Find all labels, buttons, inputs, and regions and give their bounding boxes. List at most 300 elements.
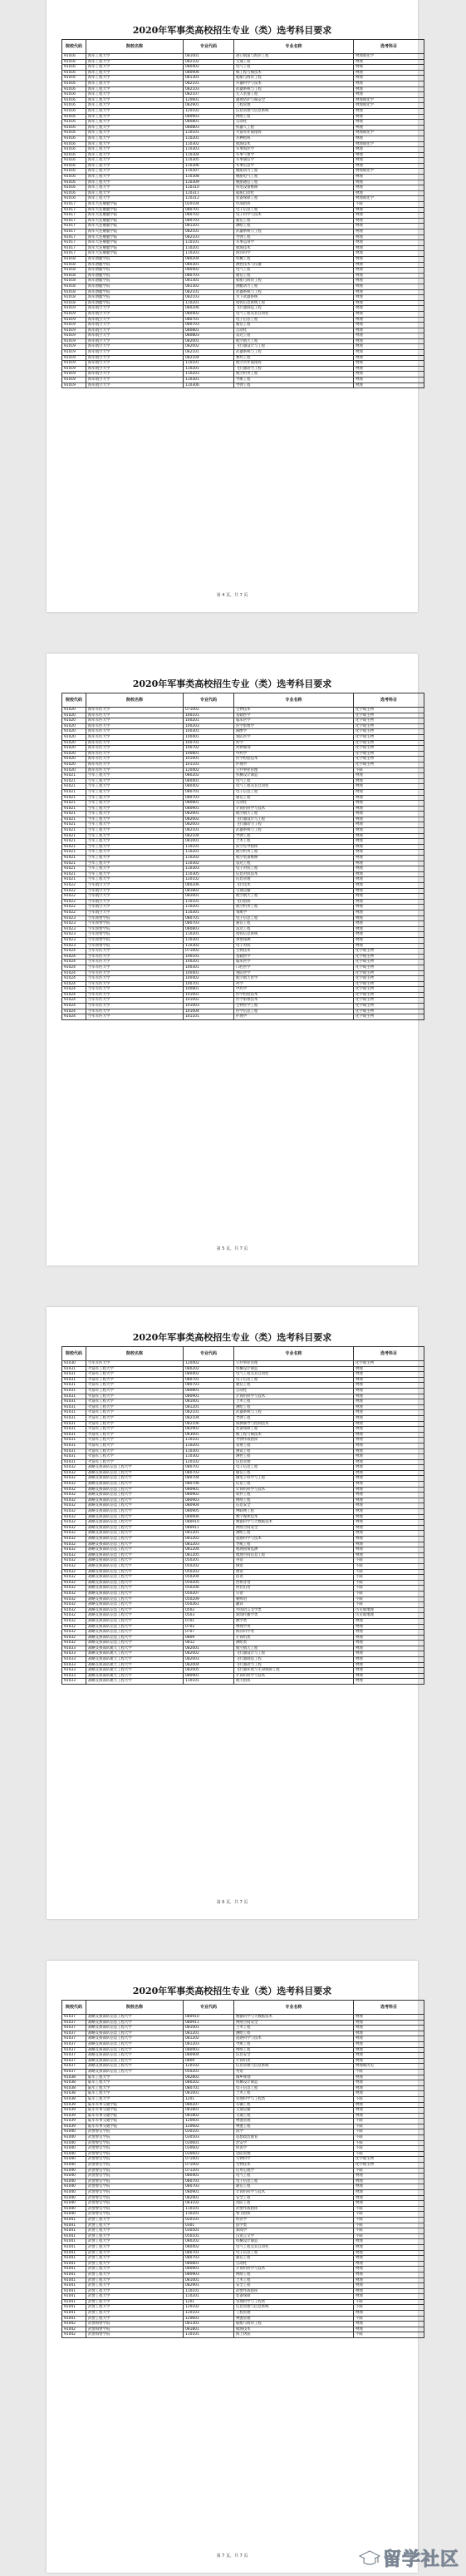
table-cell: 082001 bbox=[184, 1646, 234, 1651]
table-cell: 汉语言文学 bbox=[234, 2233, 354, 2239]
table-cell: 91021 bbox=[62, 828, 86, 834]
table-cell: 91016 bbox=[62, 70, 86, 76]
table-row bbox=[62, 817, 424, 822]
table-cell: 物理 bbox=[354, 273, 424, 279]
table-cell: 思想政治教育 bbox=[234, 2135, 354, 2141]
table-row bbox=[62, 1531, 424, 1537]
table-cell: 物理 bbox=[354, 152, 424, 158]
table-row bbox=[62, 1552, 424, 1558]
table-cell: 91033 bbox=[62, 1673, 86, 1679]
table-cell: 不限 bbox=[354, 2140, 424, 2146]
table-cell: 91041 bbox=[62, 2288, 86, 2294]
table-cell: 火箭军工程大学 bbox=[86, 1432, 184, 1438]
table-cell: 91039 bbox=[62, 2119, 86, 2124]
table-cell: 0701 bbox=[184, 1618, 234, 1624]
table-cell: 战略支援部队信息工程大学 bbox=[86, 1520, 184, 1526]
table-cell: 空军预警学院 bbox=[86, 932, 184, 938]
table-cell: 空军军医大学 bbox=[86, 1361, 184, 1367]
table-row bbox=[62, 2091, 424, 2097]
table-cell: 陆军军事交通学院 bbox=[86, 2108, 184, 2114]
table-cell: 91041 bbox=[62, 2239, 86, 2245]
table-cell: 日语 bbox=[234, 1591, 354, 1596]
table-cell: 110312 bbox=[184, 196, 234, 202]
table-cell: 公共事业管理 bbox=[234, 1361, 354, 1367]
table-header-row bbox=[62, 40, 424, 54]
table-cell: 物理 bbox=[354, 1618, 424, 1624]
table-cell: 91041 bbox=[62, 2316, 86, 2322]
table-cell: 电子科学与技术 bbox=[234, 213, 354, 219]
table-row bbox=[62, 1394, 424, 1399]
table-cell: 91040 bbox=[62, 2212, 86, 2218]
table-cell: 080902 bbox=[184, 1493, 234, 1498]
table-cell: 机电设备维修 bbox=[234, 185, 354, 191]
table-row bbox=[62, 2163, 424, 2169]
column-header: 院校代码 bbox=[62, 2001, 86, 2015]
table-cell: 战略支援部队信息工程大学 bbox=[86, 1558, 184, 1564]
table-cell: 空军军医大学 bbox=[86, 992, 184, 998]
table-cell: 082106 bbox=[184, 1421, 234, 1427]
table-cell: 物理 bbox=[354, 910, 424, 915]
table-row bbox=[62, 2256, 424, 2262]
page-footer: 第 4 页，共 7 页 bbox=[216, 593, 248, 598]
table-row bbox=[62, 163, 424, 169]
table-cell: 91031 bbox=[62, 1415, 86, 1421]
table-cell: 不限 bbox=[354, 1596, 424, 1602]
column-header: 选考科目 bbox=[354, 693, 424, 708]
table-row bbox=[62, 1470, 424, 1476]
table-cell: 电气工程及其自动化 bbox=[234, 1372, 354, 1378]
table-row bbox=[62, 812, 424, 817]
table-cell: 战略支援部队信息工程大学 bbox=[86, 1470, 184, 1476]
table-cell: 空军工程大学 bbox=[86, 789, 184, 795]
table-cell: 物理 bbox=[354, 207, 424, 213]
table-cell: 海军大连舰艇学院 bbox=[86, 218, 184, 224]
table-cell: 导航工程 bbox=[234, 1542, 354, 1547]
table-cell: 不限 bbox=[354, 2124, 424, 2129]
table-row bbox=[62, 2223, 424, 2228]
table-row bbox=[62, 2036, 424, 2042]
table-cell: 91032 bbox=[62, 1552, 86, 1558]
table-cell: 91032 bbox=[62, 1558, 86, 1564]
table-cell: 物理 bbox=[354, 899, 424, 905]
table-cell: 飞行器动力工程 bbox=[234, 366, 354, 372]
table-cell: 战略支援部队航天工程大学 bbox=[86, 1662, 184, 1668]
table-cell: 物理 bbox=[354, 806, 424, 812]
table-cell: 机械工程 bbox=[234, 256, 354, 262]
table-row bbox=[62, 960, 424, 965]
table-cell: 91031 bbox=[62, 1427, 86, 1433]
table-row bbox=[62, 2294, 424, 2300]
table-row bbox=[62, 1618, 424, 1624]
table-row bbox=[62, 1673, 424, 1679]
table-row bbox=[62, 850, 424, 856]
table-cell: 080901 bbox=[184, 1673, 234, 1679]
page-title: 2020年军事类高校招生专业（类）选考科目要求 bbox=[132, 1332, 332, 1343]
table-cell: 武警警官学院 bbox=[86, 2135, 184, 2141]
table-cell: 化学或生物 bbox=[354, 960, 424, 965]
table-cell: 91041 bbox=[62, 2299, 86, 2305]
table-cell: 110101 bbox=[184, 2332, 234, 2338]
table-cell: 物理 bbox=[354, 2020, 424, 2026]
table-cell: 物理 bbox=[354, 801, 424, 807]
table-row bbox=[62, 2119, 424, 2124]
table-cell: 082104 bbox=[184, 833, 234, 839]
table-cell: 91017 bbox=[62, 240, 86, 246]
table-cell: 91033 bbox=[62, 1651, 86, 1657]
table-cell: 空军预警学院 bbox=[86, 921, 184, 927]
table-cell: 空军工程大学 bbox=[86, 871, 184, 877]
table-cell: 装备保障 bbox=[234, 2294, 354, 2300]
table-cell: 080402 bbox=[184, 268, 234, 274]
table-cell: 网络空间安全 bbox=[234, 2020, 354, 2026]
table-row bbox=[62, 2212, 424, 2218]
table-cell: 生物技术 bbox=[234, 708, 354, 713]
table-cell: 物理 bbox=[354, 1547, 424, 1553]
table-cell: 物理 bbox=[354, 289, 424, 295]
table-cell: 物理 bbox=[354, 268, 424, 274]
table-cell: 化学或生物 bbox=[354, 708, 424, 713]
table-cell: 物理 bbox=[354, 295, 424, 301]
table-cell: 物理 bbox=[354, 2294, 424, 2300]
table-cell: 080202 bbox=[184, 2239, 234, 2245]
table-cell: 战略支援部队信息工程大学 bbox=[86, 1503, 184, 1509]
table-cell: 海军大连舰艇学院 bbox=[86, 224, 184, 229]
table-cell: 地理空间信息工程 bbox=[234, 1552, 354, 1558]
table-cell: 91040 bbox=[62, 2146, 86, 2152]
table-cell: 化学或生物 bbox=[354, 2163, 424, 2169]
table-cell: 不限 bbox=[354, 2212, 424, 2218]
table-cell: 100402 bbox=[184, 976, 234, 982]
table-cell: 交通工程 bbox=[234, 2113, 354, 2119]
table-cell: 空军军医大学 bbox=[86, 987, 184, 993]
table-cell: 物理 bbox=[354, 932, 424, 938]
table-row bbox=[62, 120, 424, 126]
table-row bbox=[62, 251, 424, 257]
table-cell: 91031 bbox=[62, 1404, 86, 1410]
table-cell: 电子信息工程 bbox=[234, 2250, 354, 2256]
table-cell: 100701 bbox=[184, 981, 234, 987]
table-cell: 军事气象学 bbox=[234, 152, 354, 158]
table-cell: 081205 bbox=[184, 1552, 234, 1558]
table-cell: 武警工程大学 bbox=[86, 2299, 184, 2305]
column-header: 专业代码 bbox=[184, 40, 234, 54]
table-cell: 不限 bbox=[354, 2168, 424, 2174]
table-cell: 物理 bbox=[354, 2283, 424, 2289]
table-row bbox=[62, 92, 424, 98]
table-cell: 082002 bbox=[184, 344, 234, 350]
table-cell: 91037 bbox=[62, 2015, 86, 2021]
table-cell: 战略支援部队信息工程大学 bbox=[86, 2026, 184, 2031]
table-cell: 机械设计制造 bbox=[234, 2080, 354, 2086]
table-cell: 91031 bbox=[62, 1459, 86, 1465]
table-cell: 082101 bbox=[184, 229, 234, 235]
table-row bbox=[62, 350, 424, 356]
table-row bbox=[62, 2228, 424, 2234]
table-cell: 91018 bbox=[62, 284, 86, 289]
table-cell: 战略支援部队信息工程大学 bbox=[86, 1542, 184, 1547]
table-cell: 071201 bbox=[184, 2168, 234, 2174]
table-cell: 电气工程及其自动化 bbox=[234, 784, 354, 790]
table-cell: 110302 bbox=[184, 1454, 234, 1460]
table-cell: 信息管理与信息系统 bbox=[234, 2064, 354, 2070]
table-cell: 91032 bbox=[62, 1482, 86, 1488]
column-header: 专业代码 bbox=[184, 2001, 234, 2015]
table-cell: 0503 bbox=[184, 1613, 234, 1619]
table-row bbox=[62, 190, 424, 196]
table-row bbox=[62, 1404, 424, 1410]
table-cell: 战略支援部队信息工程大学 bbox=[86, 1514, 184, 1520]
table-cell: 空军工程大学 bbox=[86, 877, 184, 883]
table-cell: 空军工程大学 bbox=[86, 773, 184, 779]
table-row bbox=[62, 1427, 424, 1433]
table-row bbox=[62, 718, 424, 724]
table-cell: 物理 bbox=[354, 158, 424, 164]
table-cell: 91017 bbox=[62, 202, 86, 208]
table-cell: 物理 bbox=[354, 822, 424, 828]
table-cell: 海军工程大学 bbox=[86, 175, 184, 180]
table-cell: 生物科学 bbox=[234, 2157, 354, 2163]
table-row bbox=[62, 2201, 424, 2207]
table-cell: 110305 bbox=[184, 871, 234, 877]
table-cell: 物理 bbox=[354, 2195, 424, 2201]
table-cell: 082002 bbox=[184, 817, 234, 822]
column-header: 院校代码 bbox=[62, 40, 86, 54]
table-row bbox=[62, 1498, 424, 1503]
table-cell: 110302 bbox=[184, 141, 234, 147]
table-cell: 物流管理 bbox=[234, 2119, 354, 2124]
table-cell: 91023 bbox=[62, 915, 86, 921]
table-cell: 武警工程大学 bbox=[86, 2316, 184, 2322]
table-cell: 080402 bbox=[184, 784, 234, 790]
table-cell: 历史或地理 bbox=[354, 1613, 424, 1619]
table-cell: 海军工程大学 bbox=[86, 54, 184, 60]
table-cell: 91016 bbox=[62, 185, 86, 191]
table-cell: 91037 bbox=[62, 2064, 86, 2070]
table-cell: 物理 bbox=[354, 378, 424, 383]
table-cell: 101004 bbox=[184, 1009, 234, 1014]
table-cell: 物理 bbox=[354, 2201, 424, 2207]
table-row bbox=[62, 2250, 424, 2256]
table-cell: 化学或生物 bbox=[354, 1014, 424, 1020]
table-cell: 082101 bbox=[184, 828, 234, 834]
table-cell: 91020 bbox=[62, 767, 86, 773]
table-cell: 物理 bbox=[354, 1470, 424, 1476]
table-cell: 海军工程大学 bbox=[86, 76, 184, 81]
table-cell: 物理 bbox=[354, 1493, 424, 1498]
table-cell: 兵器科学与技术 bbox=[234, 81, 354, 86]
table-cell: 物理 bbox=[354, 888, 424, 894]
table-cell: 物理 bbox=[354, 86, 424, 92]
table-row bbox=[62, 378, 424, 383]
table-cell: 91041 bbox=[62, 2256, 86, 2262]
table-cell: 91016 bbox=[62, 103, 86, 109]
table-cell: 不限 bbox=[354, 202, 424, 208]
table-row bbox=[62, 1575, 424, 1581]
table-cell: 91018 bbox=[62, 279, 86, 284]
table-cell: 战略支援部队信息工程大学 bbox=[86, 1476, 184, 1482]
table-cell: 91021 bbox=[62, 850, 86, 856]
table-cell: 91016 bbox=[62, 196, 86, 202]
table-cell: 物理 bbox=[354, 1459, 424, 1465]
table-row bbox=[62, 218, 424, 224]
table-cell: 物理 bbox=[354, 1465, 424, 1471]
table-row bbox=[62, 2299, 424, 2305]
table-cell: 91018 bbox=[62, 256, 86, 262]
table-cell: 物流管理 bbox=[234, 2316, 354, 2322]
table-row bbox=[62, 1509, 424, 1515]
table-row bbox=[62, 333, 424, 339]
table-row bbox=[62, 54, 424, 60]
table-cell: 海军工程大学 bbox=[86, 86, 184, 92]
table-cell: 航空兵作战指挥 bbox=[234, 361, 354, 367]
table-cell: 91019 bbox=[62, 378, 86, 383]
table-cell: 91039 bbox=[62, 2108, 86, 2114]
table-cell: 91032 bbox=[62, 1509, 86, 1515]
table-cell: 不限 bbox=[354, 1586, 424, 1591]
table-cell: 装备保障工程 bbox=[234, 1427, 354, 1433]
table-cell: 网络空间安全 bbox=[234, 1525, 354, 1531]
table-cell: 城乡规划 bbox=[234, 2075, 354, 2080]
table-row bbox=[62, 2239, 424, 2245]
table-cell: 91037 bbox=[62, 2041, 86, 2047]
table-cell: 物理或历史 bbox=[354, 2064, 424, 2070]
table-cell: 电气工程及其自动化 bbox=[234, 2244, 354, 2250]
table-cell: 海军工程大学 bbox=[86, 120, 184, 126]
table-cell: 91031 bbox=[62, 1394, 86, 1399]
table-cell: 物理 bbox=[354, 1624, 424, 1630]
table-cell: 91024 bbox=[62, 960, 86, 965]
table-cell: 91019 bbox=[62, 323, 86, 328]
table-cell: 交通运输 bbox=[234, 888, 354, 894]
table-cell: 080701 bbox=[184, 2179, 234, 2184]
table-row bbox=[62, 158, 424, 164]
table-cell: 空军工程大学 bbox=[86, 812, 184, 817]
table-cell: 海军航空大学 bbox=[86, 338, 184, 344]
table-cell: 武警工程大学 bbox=[86, 2261, 184, 2267]
table-cell: 陆军工程大学 bbox=[86, 2096, 184, 2102]
table-cell: 计算机科学与技术 bbox=[234, 1487, 354, 1493]
table-row bbox=[62, 2031, 424, 2036]
table-cell: 导弹工程 bbox=[234, 234, 354, 240]
table-cell: 物理 bbox=[354, 1503, 424, 1509]
table-cell: 基础医学 bbox=[234, 713, 354, 718]
table-cell: 物理 bbox=[354, 833, 424, 839]
table-row bbox=[62, 1607, 424, 1613]
table-cell: 武警工程大学 bbox=[86, 2217, 184, 2223]
column-header: 院校名称 bbox=[86, 693, 184, 708]
table-cell: 91032 bbox=[62, 1503, 86, 1509]
table-cell: 物理 bbox=[354, 240, 424, 246]
table-cell: 91038 bbox=[62, 2075, 86, 2080]
table-row bbox=[62, 976, 424, 982]
table-cell: 空军预警学院 bbox=[86, 915, 184, 921]
table-cell: 120602 bbox=[184, 2124, 234, 2129]
table-cell: 91016 bbox=[62, 59, 86, 65]
table-cell: 化学或生物 bbox=[354, 976, 424, 982]
table-row bbox=[62, 2179, 424, 2184]
table-row bbox=[62, 125, 424, 131]
table-cell: 网络工程 bbox=[234, 2047, 354, 2053]
table-cell: 物理 bbox=[354, 856, 424, 861]
table-row bbox=[62, 2288, 424, 2294]
table-cell: 物理 bbox=[354, 1394, 424, 1399]
column-header: 专业代码 bbox=[184, 1347, 234, 1361]
graduation-cap-icon bbox=[359, 2549, 380, 2568]
table-cell: 91021 bbox=[62, 871, 86, 877]
table-cell: 120601 bbox=[184, 2316, 234, 2322]
table-cell: 物理 bbox=[354, 2174, 424, 2179]
table-cell: 飞行器设计与工程 bbox=[234, 344, 354, 350]
table-cell: 药学 bbox=[234, 740, 354, 746]
table-cell: 海军大连舰艇学院 bbox=[86, 234, 184, 240]
table-cell: 陆军工程大学 bbox=[86, 2080, 184, 2086]
table-cell: 91024 bbox=[62, 976, 86, 982]
table-cell: 物理 bbox=[354, 1399, 424, 1405]
table-cell: 91021 bbox=[62, 812, 86, 817]
table-cell: 91021 bbox=[62, 856, 86, 861]
table-cell: 不限 bbox=[354, 2206, 424, 2212]
table-cell: 080801 bbox=[184, 2261, 234, 2267]
table-cell: 91033 bbox=[62, 1668, 86, 1674]
table-cell: 不限 bbox=[354, 2151, 424, 2157]
table-cell: 91021 bbox=[62, 778, 86, 784]
table-cell: 海军工程大学 bbox=[86, 196, 184, 202]
table-cell: 海军潜艇学院 bbox=[86, 262, 184, 268]
table-cell: 导弹作战指挥 bbox=[234, 1438, 354, 1443]
table-row bbox=[62, 372, 424, 378]
table-row bbox=[62, 224, 424, 229]
table-row bbox=[62, 2047, 424, 2053]
column-header: 专业名称 bbox=[234, 40, 354, 54]
table-cell: 战略支援部队信息工程大学 bbox=[86, 1641, 184, 1646]
table-cell: 战略支援部队航天工程大学 bbox=[86, 1679, 184, 1685]
table-cell: 物理 bbox=[354, 1668, 424, 1674]
table-row bbox=[62, 839, 424, 845]
table-cell: 100801 bbox=[184, 751, 234, 757]
table-cell: 080803 bbox=[184, 125, 234, 131]
table-cell: 110306 bbox=[184, 163, 234, 169]
table-cell: 武器系统与工程 bbox=[234, 86, 354, 92]
table-cell: 91032 bbox=[62, 1470, 86, 1476]
table-cell: 遥感科学与技术 bbox=[234, 2036, 354, 2042]
table-cell: 电子信息工程 bbox=[234, 2179, 354, 2184]
table-cell: 德语 bbox=[234, 1569, 354, 1575]
table-cell: 91031 bbox=[62, 1383, 86, 1389]
table-cell: 武警工程大学 bbox=[86, 2277, 184, 2283]
table-cell: 化学或生物 bbox=[354, 1361, 424, 1367]
table-cell: 110203 bbox=[184, 251, 234, 257]
table-cell: 91017 bbox=[62, 229, 86, 235]
table-row bbox=[62, 2283, 424, 2289]
table-cell: 110101 bbox=[184, 361, 234, 367]
table-cell: 发射工程 bbox=[234, 1443, 354, 1448]
table-cell: 军事运筹学 bbox=[234, 240, 354, 246]
table-cell: 空军军医大学 bbox=[86, 998, 184, 1004]
table-cell: 海军工程大学 bbox=[86, 141, 184, 147]
table-cell: 化学或生物 bbox=[354, 713, 424, 718]
table-cell: 物理 bbox=[354, 1372, 424, 1378]
table-row bbox=[62, 1493, 424, 1498]
table-cell: 082107 bbox=[184, 92, 234, 98]
table-cell: 081202 bbox=[184, 2036, 234, 2042]
table-cell: 物理 bbox=[354, 1388, 424, 1394]
table-cell: 安全工程 bbox=[234, 2195, 354, 2201]
table-cell: 91033 bbox=[62, 1679, 86, 1685]
table-cell: 082001 bbox=[184, 812, 234, 817]
table-row bbox=[62, 185, 424, 191]
table-cell: 081001 bbox=[184, 1399, 234, 1405]
table-cell: 麻醉学 bbox=[234, 729, 354, 735]
